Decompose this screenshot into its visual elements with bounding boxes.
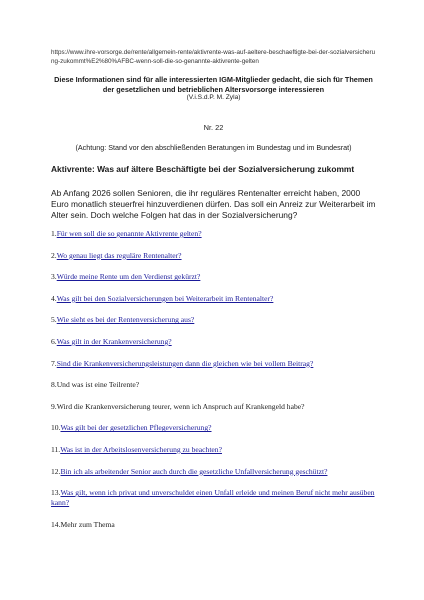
toc-number: 14. [51,519,61,529]
toc-item [51,251,376,261]
toc-link[interactable]: Würde meine Rente um den Verdienst gekürzt? [56,272,201,282]
toc-number: 4. [51,293,57,303]
toc-number: 3. [51,272,57,282]
intro-text: Diese Informationen sind für alle interessierten IGM-Mitglieder gedacht, die sich für Themen der gesetzlichen und betrieblichen Altersvorsorge interessieren [54,75,373,94]
issue-number: Nr. 22 [203,123,224,132]
toc-link[interactable]: Wo genau liegt das reguläre Rentenalter? [56,250,182,260]
table-of-contents [51,229,376,530]
toc-item [51,337,376,347]
toc-item [51,467,376,477]
source-url[interactable]: https://www.ihre-vorsorge.de/rente/allgemein-rente/aktivrente-was-auf-aeltere-beschaeftigte-bei-der-sozialversicherung-zukommt%E2%80%AFBC-wenn-soll-die-so-genannte-aktivrente-gelten [51,49,376,65]
toc-item [51,520,376,530]
toc-number: 11. [51,444,61,454]
toc-link[interactable]: Was gilt in der Krankenversicherung? [56,336,172,346]
article-title: Aktivrente: Was auf ältere Beschäftigte bei der Sozialversicherung zukommt [51,164,355,174]
toc-number: 12. [51,466,61,476]
responsible-person: (V.i.S.d.P. M. Zyla) [186,94,241,101]
toc-number: 13. [51,488,61,498]
toc-number: 5. [51,315,57,325]
toc-link[interactable]: Was ist in der Arbeitslosenversicherung zu beachten? [60,444,222,454]
toc-number: 6. [51,336,57,346]
toc-link[interactable]: Wie sieht es bei der Rentenversicherung aus? [56,315,195,325]
toc-item [51,315,376,325]
toc-number: 1. [51,229,57,238]
toc-link[interactable]: Sind die Krankenversicherungsleistungen dann die gleichen wie bei vollem Beitrag? [56,358,314,368]
toc-item [51,229,376,239]
toc-item [51,423,376,433]
toc-item [51,488,376,508]
toc-link[interactable]: Was gilt, wenn ich privat und unverschuldet einen Unfall erleide und meinen Beruf nicht mehr ausüben kann? [51,488,375,508]
toc-item [51,402,376,412]
toc-link[interactable]: Was gilt bei der gesetzlichen Pflegeversicherung? [60,423,212,433]
toc-link[interactable]: Für wen soll die so genannte Aktivrente gelten? [56,229,202,238]
toc-link[interactable]: Wird die Krankenversicherung teurer, wenn ich Anspruch auf Krankengeld habe? [56,401,305,411]
status-note: (Achtung: Stand vor den abschließenden Beratungen im Bundestag und im Bundesrat) [75,143,352,152]
toc-link[interactable]: Was gilt bei den Sozialversicherungen bei Weiterarbeit im Rentenalter? [56,293,274,303]
toc-number: 9. [51,401,57,411]
toc-number: 7. [51,358,57,368]
toc-item [51,380,376,390]
toc-item [51,294,376,304]
toc-item [51,359,376,369]
toc-item [51,445,376,455]
toc-link[interactable]: Und was ist eine Teilrente? [56,380,140,390]
toc-number: 2. [51,250,57,260]
toc-item [51,272,376,282]
toc-number: 10. [51,423,61,433]
toc-link[interactable]: Bin ich als arbeitender Senior auch durch die gesetzliche Unfallversicherung geschützt? [60,466,328,476]
article-lead: Ab Anfang 2026 sollen Senioren, die ihr reguläres Rentenalter erreicht haben, 2000 Euro monatlich steuerfrei hinzuverdienen dürfen. Das soll ein Anreiz zur Weiterarbeit im Alter sein. Doch welche Folgen hat das in der Sozialversicherung? [51,188,376,220]
toc-number: 8. [51,380,57,390]
toc-link[interactable]: Mehr zum Thema [60,519,115,529]
